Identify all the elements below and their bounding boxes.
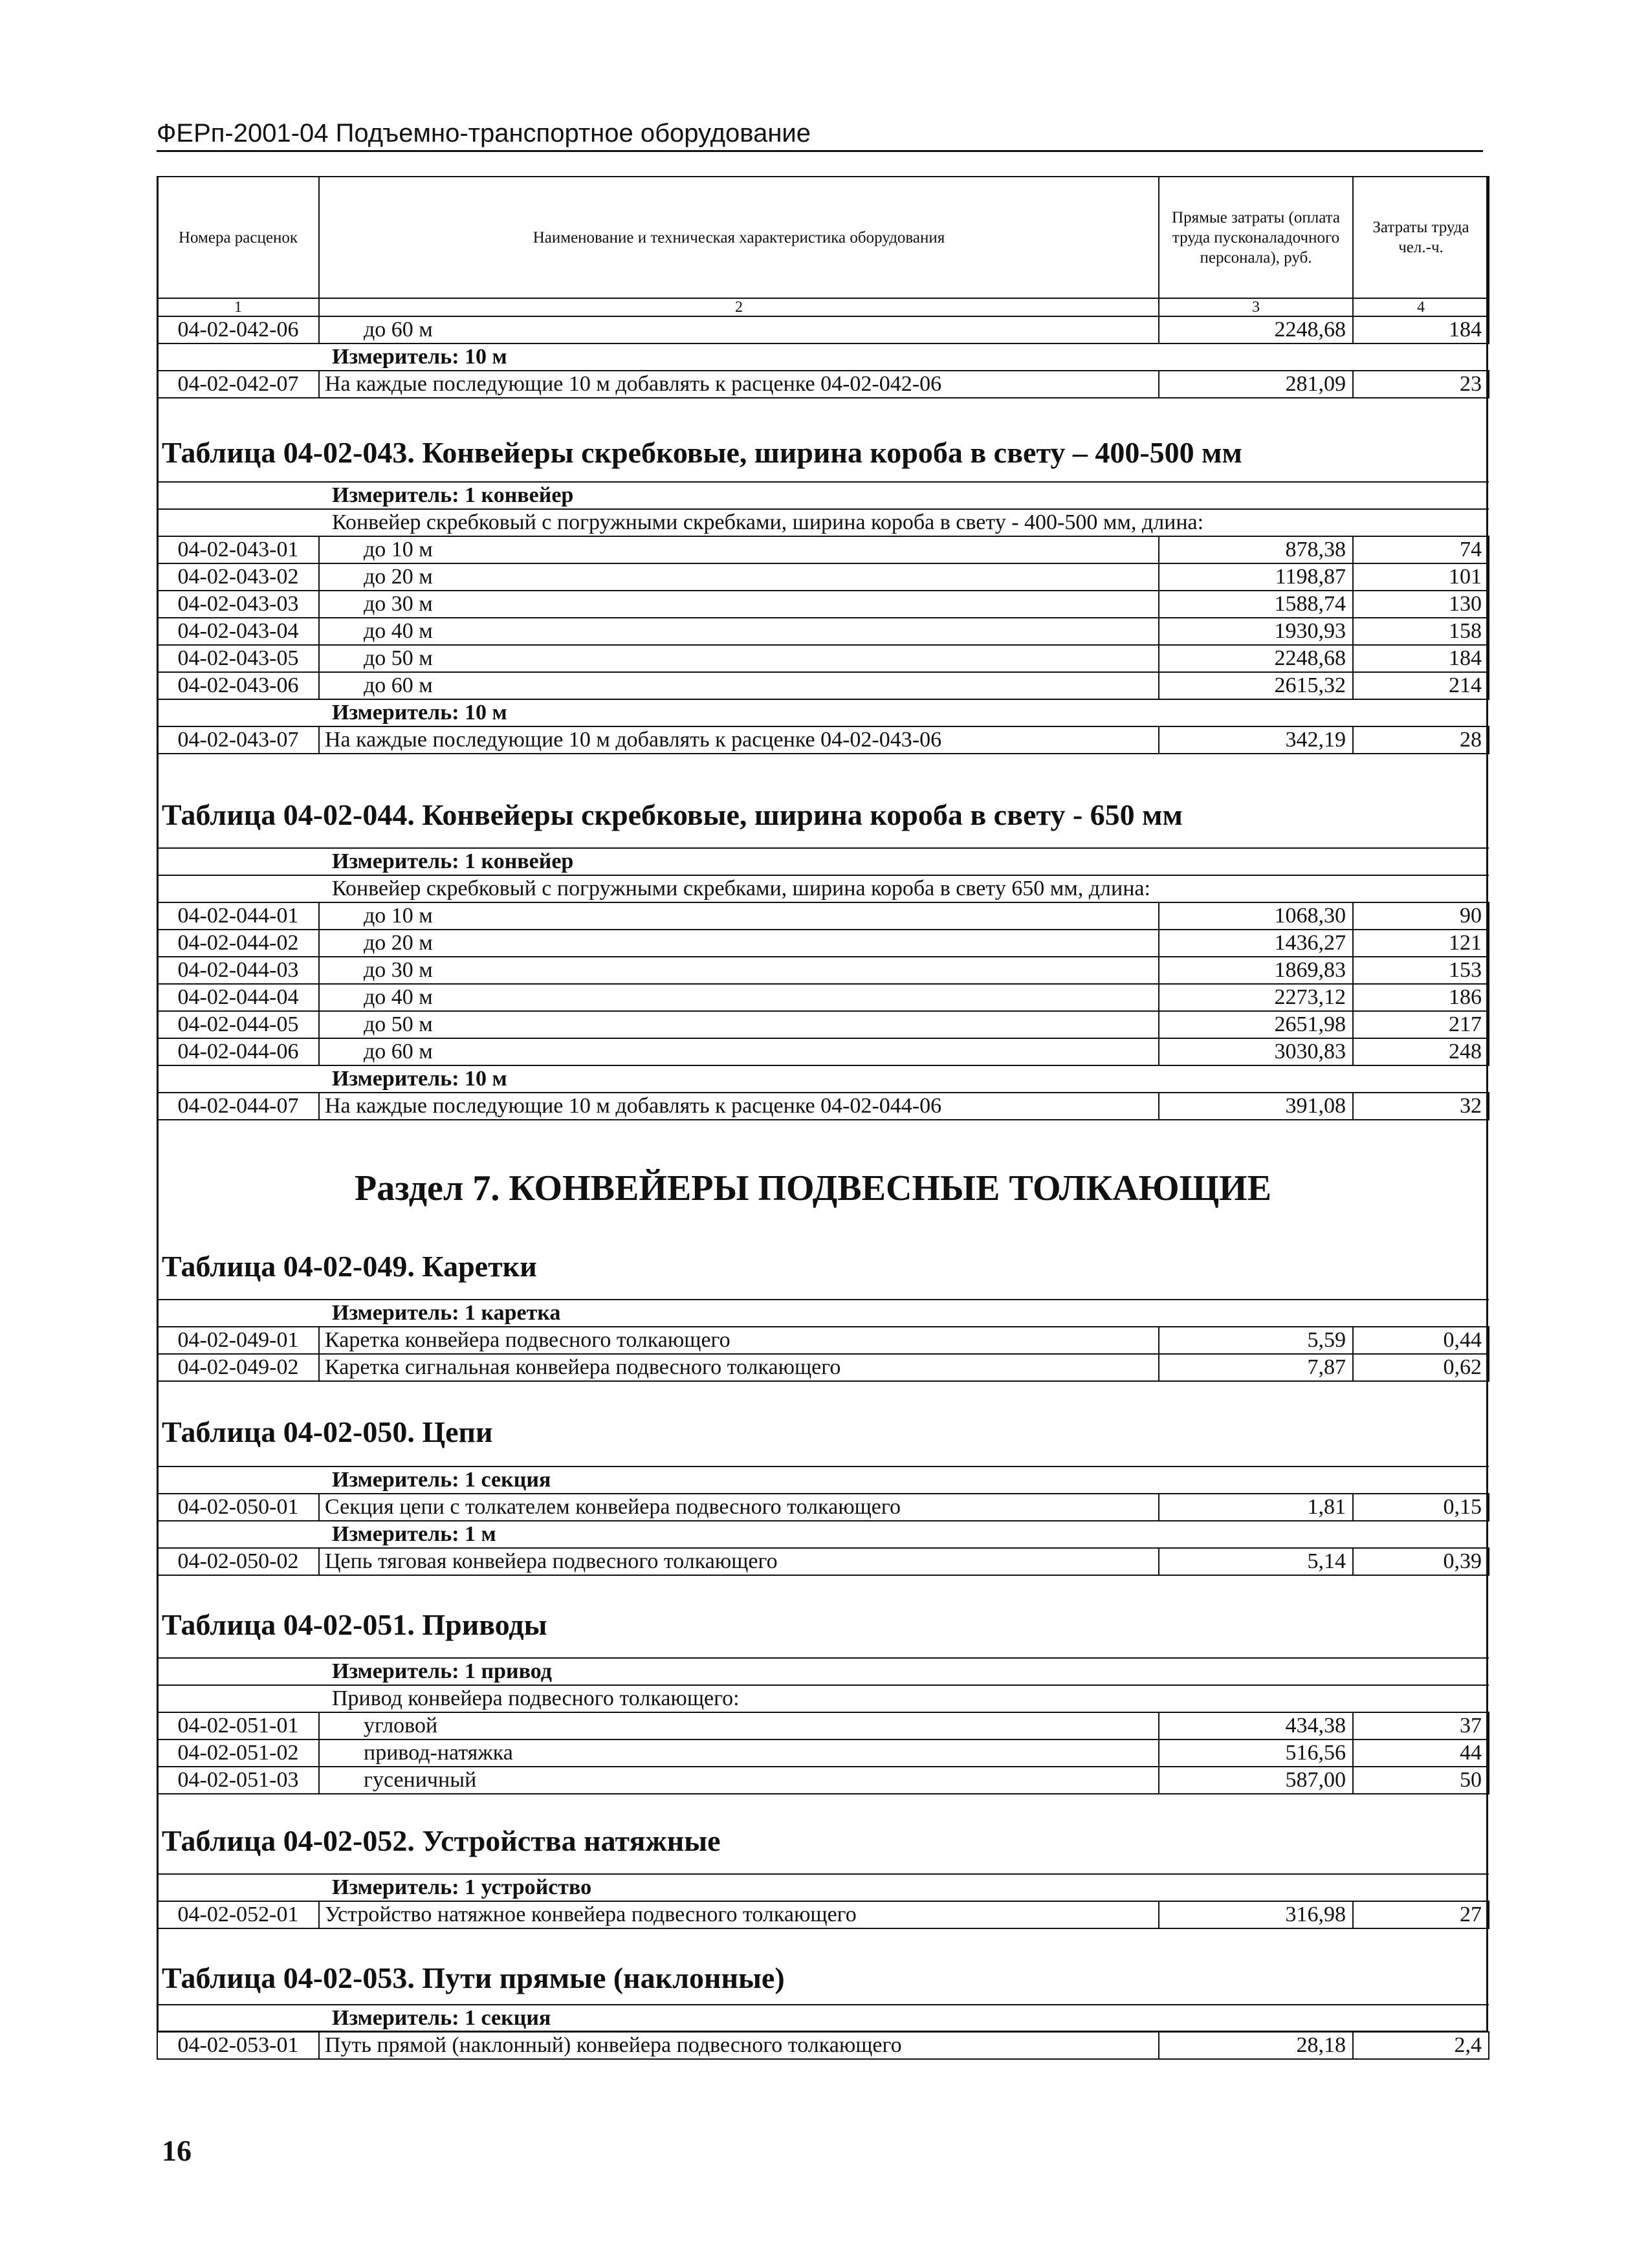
header-num-1: 1 — [157, 298, 319, 316]
row-code: 04-02-043-01 — [157, 536, 319, 563]
header-num-4: 4 — [1353, 298, 1489, 316]
table-row — [157, 1548, 1489, 1575]
row-cost: 1436,27 — [1159, 930, 1353, 957]
row-labor: 248 — [1353, 1038, 1489, 1065]
header-num-2: 2 — [319, 298, 1159, 316]
row-name: гусеничный — [319, 1767, 1159, 1794]
row-labor: 44 — [1353, 1739, 1489, 1767]
measure-label: Измеритель: 10 м — [157, 1065, 1489, 1093]
row-name: до 60 м — [319, 316, 1159, 343]
table-052 — [157, 1873, 1489, 1929]
table-row — [157, 984, 1489, 1011]
header-col-labor: Затраты труда чел.-ч. — [1353, 177, 1489, 298]
row-cost: 391,08 — [1159, 1093, 1353, 1120]
row-labor: 217 — [1353, 1011, 1489, 1038]
row-name: привод-натяжка — [319, 1739, 1159, 1767]
row-code: 04-02-042-07 — [157, 371, 319, 398]
table-row — [157, 930, 1489, 957]
measure-label: Измеритель: 1 устройство — [157, 1874, 1489, 1901]
table-row — [157, 371, 1489, 398]
group-description: Привод конвейера подвесного толкающего: — [157, 1685, 1489, 1712]
table-title-050: Таблица 04-02-050. Цепи — [162, 1415, 493, 1448]
header-num-3: 3 — [1159, 298, 1353, 316]
row-code: 04-02-044-04 — [157, 984, 319, 1011]
row-code: 04-02-044-07 — [157, 1093, 319, 1120]
table-043 — [157, 481, 1489, 754]
row-code: 04-02-051-02 — [157, 1739, 319, 1767]
row-cost: 281,09 — [1159, 371, 1353, 398]
page-number: 16 — [162, 2134, 192, 2167]
row-labor: 158 — [1353, 618, 1489, 645]
row-name: На каждые последующие 10 м добавлять к расценке 04-02-043-06 — [319, 726, 1159, 754]
row-labor: 130 — [1353, 591, 1489, 618]
row-name: до 10 м — [319, 902, 1159, 930]
row-code: 04-02-042-06 — [157, 316, 319, 343]
table-row — [157, 726, 1489, 754]
row-labor: 27 — [1353, 1901, 1489, 1928]
table-row — [157, 536, 1489, 563]
row-labor: 186 — [1353, 984, 1489, 1011]
table-row — [157, 672, 1489, 699]
continuation-block — [157, 316, 1489, 398]
table-row — [157, 591, 1489, 618]
row-cost: 5,59 — [1159, 1327, 1353, 1354]
row-labor: 214 — [1353, 672, 1489, 699]
table-row — [157, 957, 1489, 984]
row-labor: 37 — [1353, 1712, 1489, 1739]
row-cost: 7,87 — [1159, 1354, 1353, 1381]
row-labor: 32 — [1353, 1093, 1489, 1120]
row-code: 04-02-043-05 — [157, 645, 319, 672]
group-description: Конвейер скребковый с погружными скребками, ширина короба в свету - 400-500 мм, длина: — [157, 509, 1489, 536]
row-name: до 30 м — [319, 957, 1159, 984]
row-cost: 434,38 — [1159, 1712, 1353, 1739]
table-row — [157, 1712, 1489, 1739]
row-code: 04-02-049-01 — [157, 1327, 319, 1354]
row-name: до 60 м — [319, 1038, 1159, 1065]
row-cost: 5,14 — [1159, 1548, 1353, 1575]
row-labor: 184 — [1353, 645, 1489, 672]
row-labor: 121 — [1353, 930, 1489, 957]
row-labor: 0,44 — [1353, 1327, 1489, 1354]
row-code: 04-02-043-02 — [157, 563, 319, 591]
row-code: 04-02-052-01 — [157, 1901, 319, 1928]
table-051 — [157, 1657, 1489, 1794]
row-code: 04-02-049-02 — [157, 1354, 319, 1381]
table-row — [157, 645, 1489, 672]
table-title-053: Таблица 04-02-053. Пути прямые (наклонные) — [162, 1961, 785, 1994]
table-row — [157, 316, 1489, 343]
row-name: Каретка конвейера подвесного толкающего — [319, 1327, 1159, 1354]
row-name: до 20 м — [319, 563, 1159, 591]
row-code: 04-02-044-02 — [157, 930, 319, 957]
row-cost: 1869,83 — [1159, 957, 1353, 984]
row-cost: 2273,12 — [1159, 984, 1353, 1011]
row-labor: 90 — [1353, 902, 1489, 930]
row-name: до 40 м — [319, 984, 1159, 1011]
row-code: 04-02-050-01 — [157, 1494, 319, 1521]
measure-label: Измеритель: 10 м — [157, 343, 1489, 371]
row-labor: 23 — [1353, 371, 1489, 398]
row-code: 04-02-043-03 — [157, 591, 319, 618]
row-labor: 50 — [1353, 1767, 1489, 1794]
row-cost: 1198,87 — [1159, 563, 1353, 591]
table-title-043: Таблица 04-02-043. Конвейеры скребковые, ширина короба в свету – 400-500 мм — [162, 436, 1242, 469]
row-cost: 342,19 — [1159, 726, 1353, 754]
row-name: На каждые последующие 10 м добавлять к расценке 04-02-042-06 — [319, 371, 1159, 398]
row-name: до 50 м — [319, 1011, 1159, 1038]
header-col-cost: Прямые затраты (оплата труда пусконаладочного персонала), руб. — [1159, 177, 1353, 298]
row-labor: 74 — [1353, 536, 1489, 563]
measure-label: Измеритель: 1 секция — [157, 2005, 1489, 2032]
table-053 — [157, 2004, 1489, 2060]
table-049 — [157, 1299, 1489, 1382]
row-name: до 50 м — [319, 645, 1159, 672]
measure-label: Измеритель: 1 привод — [157, 1658, 1489, 1685]
row-cost: 516,56 — [1159, 1739, 1353, 1767]
row-name: Путь прямой (наклонный) конвейера подвесного толкающего — [319, 2032, 1159, 2059]
row-code: 04-02-044-05 — [157, 1011, 319, 1038]
measure-label: Измеритель: 1 секция — [157, 1467, 1489, 1494]
header-col-name: Наименование и техническая характеристика оборудования — [319, 177, 1159, 298]
row-name: Каретка сигнальная конвейера подвесного толкающего — [319, 1354, 1159, 1381]
running-head: ФЕРп-2001-04 Подъемно-транспортное оборудование — [157, 118, 1483, 152]
row-cost: 2248,68 — [1159, 316, 1353, 343]
measure-row — [157, 343, 1489, 371]
row-name: до 40 м — [319, 618, 1159, 645]
row-name: до 60 м — [319, 672, 1159, 699]
row-code: 04-02-053-01 — [157, 2032, 319, 2059]
row-cost: 878,38 — [1159, 536, 1353, 563]
row-name: Секция цепи с толкателем конвейера подвесного толкающего — [319, 1494, 1159, 1521]
table-row — [157, 2032, 1489, 2059]
row-code: 04-02-050-02 — [157, 1548, 319, 1575]
row-cost: 2248,68 — [1159, 645, 1353, 672]
table-row — [157, 1767, 1489, 1794]
table-title-052: Таблица 04-02-052. Устройства натяжные — [162, 1824, 721, 1857]
column-header-table — [157, 176, 1489, 317]
row-code: 04-02-044-01 — [157, 902, 319, 930]
table-row — [157, 1901, 1489, 1928]
table-row — [157, 618, 1489, 645]
row-labor: 0,62 — [1353, 1354, 1489, 1381]
section-title: Раздел 7. КОНВЕЙЕРЫ ПОДВЕСНЫЕ ТОЛКАЮЩИЕ — [355, 1168, 1271, 1208]
row-cost: 587,00 — [1159, 1767, 1353, 1794]
measure-label: Измеритель: 1 конвейер — [157, 848, 1489, 875]
table-title-044: Таблица 04-02-044. Конвейеры скребковые, ширина короба в свету - 650 мм — [162, 798, 1183, 831]
group-description: Конвейер скребковый с погружными скребками, ширина короба в свету 650 мм, длина: — [157, 875, 1489, 902]
table-row — [157, 1011, 1489, 1038]
row-cost: 1068,30 — [1159, 902, 1353, 930]
row-code: 04-02-051-01 — [157, 1712, 319, 1739]
row-cost: 3030,83 — [1159, 1038, 1353, 1065]
row-name: до 30 м — [319, 591, 1159, 618]
table-row — [157, 1327, 1489, 1354]
table-044 — [157, 847, 1489, 1120]
table-row — [157, 902, 1489, 930]
measure-label: Измеритель: 1 конвейер — [157, 482, 1489, 509]
row-labor: 2,4 — [1353, 2032, 1489, 2059]
row-code: 04-02-044-03 — [157, 957, 319, 984]
row-labor: 0,15 — [1353, 1494, 1489, 1521]
row-cost: 1588,74 — [1159, 591, 1353, 618]
row-cost: 316,98 — [1159, 1901, 1353, 1928]
row-labor: 0,39 — [1353, 1548, 1489, 1575]
table-title-049: Таблица 04-02-049. Каретки — [162, 1250, 537, 1283]
row-name: На каждые последующие 10 м добавлять к расценке 04-02-044-06 — [319, 1093, 1159, 1120]
measure-label: Измеритель: 10 м — [157, 699, 1489, 726]
measure-label: Измеритель: 1 каретка — [157, 1300, 1489, 1327]
row-labor: 101 — [1353, 563, 1489, 591]
table-row — [157, 1494, 1489, 1521]
row-name: Устройство натяжное конвейера подвесного толкающего — [319, 1901, 1159, 1928]
row-name: до 20 м — [319, 930, 1159, 957]
row-cost: 1930,93 — [1159, 618, 1353, 645]
row-labor: 184 — [1353, 316, 1489, 343]
table-row — [157, 1038, 1489, 1065]
row-cost: 28,18 — [1159, 2032, 1353, 2059]
table-row — [157, 1739, 1489, 1767]
row-cost: 2651,98 — [1159, 1011, 1353, 1038]
row-name: угловой — [319, 1712, 1159, 1739]
row-labor: 28 — [1353, 726, 1489, 754]
table-050 — [157, 1466, 1489, 1576]
table-row — [157, 1093, 1489, 1120]
row-cost: 1,81 — [1159, 1494, 1353, 1521]
row-name: до 10 м — [319, 536, 1159, 563]
table-row — [157, 1354, 1489, 1381]
row-code: 04-02-051-03 — [157, 1767, 319, 1794]
measure-label: Измеритель: 1 м — [157, 1521, 1489, 1548]
table-row — [157, 563, 1489, 591]
table-title-051: Таблица 04-02-051. Приводы — [162, 1608, 547, 1641]
header-col-codes: Номера расценок — [157, 177, 319, 298]
row-code: 04-02-043-07 — [157, 726, 319, 754]
row-name: Цепь тяговая конвейера подвесного толкающего — [319, 1548, 1159, 1575]
row-cost: 2615,32 — [1159, 672, 1353, 699]
row-code: 04-02-043-06 — [157, 672, 319, 699]
row-code: 04-02-044-06 — [157, 1038, 319, 1065]
row-labor: 153 — [1353, 957, 1489, 984]
row-code: 04-02-043-04 — [157, 618, 319, 645]
